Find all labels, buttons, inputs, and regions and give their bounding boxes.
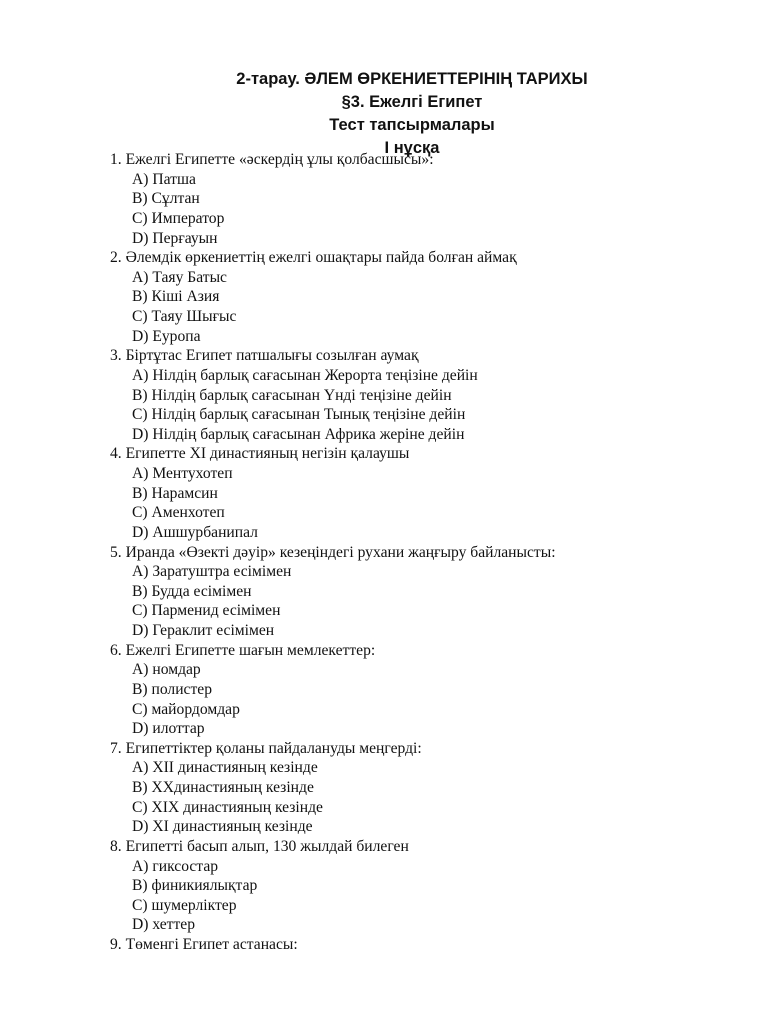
answer-option-d: D) Нілдің барлық сағасынан Африка жеріне дейін: [132, 425, 465, 443]
answer-option-a: A) номдар: [132, 661, 201, 679]
answer-option-b: B) Будда есімімен: [132, 582, 252, 600]
answer-option-a: A) XII династияның кезінде: [132, 759, 318, 777]
answer-option-b: B) Сұлтан: [132, 190, 200, 208]
question-text: 2. Әлемдік өркениеттің ежелгі ошақтары пайда болған аймақ: [110, 249, 517, 267]
answer-option-b: B) XXдинастияның кезінде: [132, 779, 314, 796]
answer-option-b: B) полистер: [132, 680, 213, 698]
answer-option-c: C) Таяу Шығыс: [132, 308, 237, 325]
answer-option-c: C) шумерліктер: [132, 896, 237, 914]
answer-option-a: A) Нілдің барлық сағасынан Жерорта теңізіне дейін: [132, 366, 478, 384]
question-5: [110, 543, 750, 641]
question-text: 8. Египетті басып алып, 130 жылдай билеген: [110, 837, 409, 855]
answer-option-d: D) Еуропа: [132, 327, 201, 345]
question-4: [110, 444, 750, 542]
test-title: Тест тапсырмалары: [329, 116, 495, 134]
answer-option-c: C) Император: [132, 209, 225, 227]
question-text: 3. Біртұтас Египет патшалығы созылған аумақ: [110, 347, 419, 365]
question-list: [110, 150, 750, 955]
answer-option-c: C) Парменид есімімен: [132, 602, 281, 620]
answer-option-a: A) Ментухотеп: [132, 465, 233, 482]
answer-option-d: D) хеттер: [132, 916, 196, 934]
answer-option-a: A) Заратуштра есімімен: [132, 563, 292, 581]
document-header: [0, 68, 768, 160]
answer-option-c: C) Аменхотеп: [132, 504, 225, 522]
question-8: [110, 837, 750, 935]
question-1: [110, 150, 750, 248]
question-2: [110, 248, 750, 346]
question-text: 5. Иранда «Өзекті дәуір» кезеңіндегі рухани жаңғыру байланысты:: [110, 543, 556, 561]
variant-title: І нұсқа: [384, 139, 440, 157]
question-6: [110, 641, 750, 739]
answer-option-a: A) Таяу Батыс: [132, 268, 227, 286]
answer-option-d: D) Перғауын: [132, 229, 218, 247]
question-text: 4. Египетте XI династияның негізін қалаушы: [110, 445, 410, 463]
answer-option-c: C) XIX династияның кезінде: [132, 798, 323, 816]
answer-option-b: B) Нілдің барлық сағасынан Үнді теңізіне дейін: [132, 386, 452, 404]
question-3: [110, 346, 750, 444]
question-9: [110, 935, 750, 955]
answer-option-b: B) Нарамсин: [132, 484, 218, 502]
chapter-title: 2-тарау. ӘЛЕМ ӨРКЕНИЕТТЕРІНІҢ ТАРИХЫ: [236, 70, 588, 88]
question-7: [110, 739, 750, 837]
question-text: 7. Египеттіктер қоланы пайдалануды меңгерді:: [110, 739, 422, 757]
answer-option-d: D) Ашшурбанипал: [132, 523, 258, 541]
answer-option-d: D) XI династияның кезінде: [132, 818, 313, 836]
answer-option-c: C) майордомдар: [132, 700, 240, 718]
answer-option-a: A) гиксостар: [132, 857, 219, 875]
answer-option-d: D) Гераклит есімімен: [132, 622, 275, 639]
question-text: 1. Ежелгі Египетте «әскердің ұлы қолбасшысы»:: [110, 151, 434, 168]
answer-option-d: D) илоттар: [132, 720, 205, 738]
answer-option-b: B) финикиялықтар: [132, 877, 258, 895]
answer-option-c: C) Нілдің барлық сағасынан Тынық теңізіне дейін: [132, 406, 466, 424]
answer-option-b: B) Кіші Азия: [132, 288, 220, 306]
section-title: §3. Ежелгі Египет: [341, 93, 483, 111]
answer-option-a: A) Патша: [132, 170, 196, 188]
question-text: 9. Төменгі Египет астанасы:: [110, 936, 298, 953]
question-text: 6. Ежелгі Египетте шағын мемлекеттер:: [110, 641, 376, 659]
